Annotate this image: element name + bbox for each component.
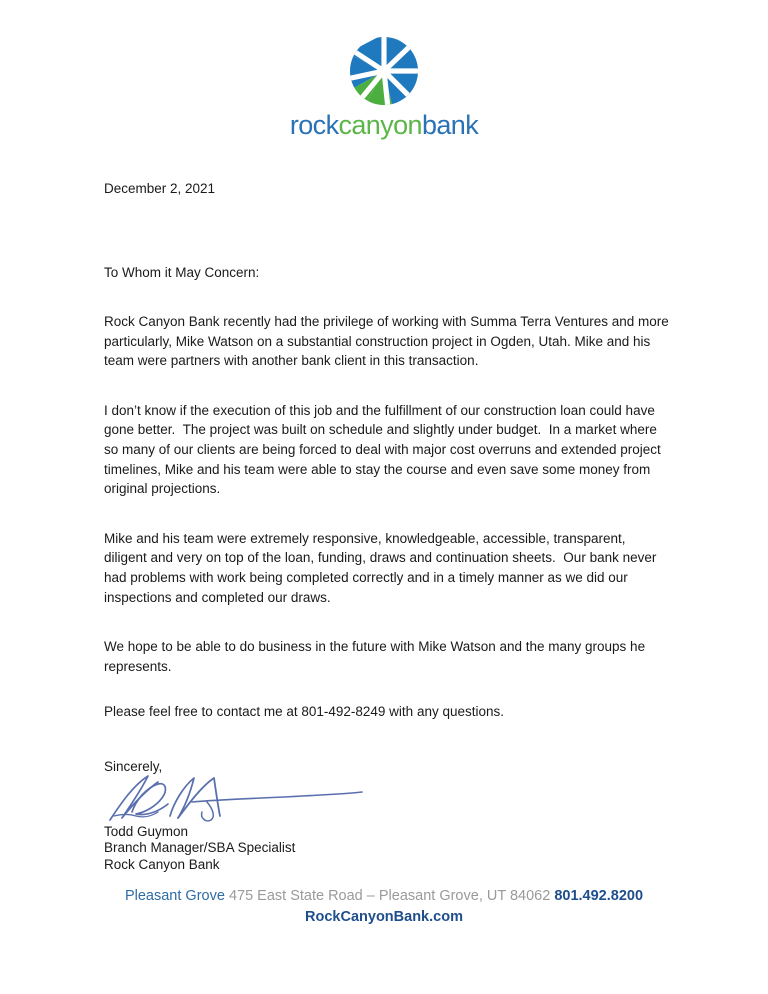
footer-website[interactable]: RockCanyonBank.com: [305, 909, 463, 925]
bank-wordmark: [290, 112, 478, 139]
letter-paragraph-4: We hope to be able to do business in the future with Mike Watson and the many groups he represents.: [104, 639, 649, 674]
footer-phone[interactable]: 801.492.8200: [554, 888, 644, 904]
letter-body: [104, 180, 672, 873]
footer-address: 475 East State Road – Pleasant Grove, UT 84062: [228, 888, 551, 904]
letterhead: [0, 34, 768, 139]
letter-date: December 2, 2021: [104, 181, 216, 196]
wordmark-rock: rock: [289, 110, 339, 140]
letter-paragraph-2: I don’t know if the execution of this job and the fulfillment of our construction loan could have gone better. The project was built on schedule and slightly under budget. In a market where so many of our clients are being forced to deal with major cost overruns and extended project timelines, Mike and his team were able to stay the course and even save some money from original projections.: [104, 402, 665, 497]
letter-paragraph-1: Rock Canyon Bank recently had the privilege of working with Summa Terra Ventures and more particularly, Mike Watson on a substantial construction project in Ogden, Utah. Mike and his team were partners with another bank client in this transaction.: [104, 314, 673, 369]
page-footer: [0, 886, 768, 927]
wordmark-bank: bank: [421, 110, 479, 140]
letter-closing: Sincerely,: [104, 758, 163, 774]
letter-paragraph-3: Mike and his team were extremely responsive, knowledgeable, accessible, transparent, diligent and very on top of the loan, funding, draws and continuation sheets. Our bank never had problems with work being completed correctly and in a timely manner as we did our inspections and completed our draws.: [104, 530, 661, 605]
signer-name: Todd Guymon: [104, 823, 189, 839]
signer-title: Branch Manager/SBA Specialist: [104, 840, 296, 856]
footer-branch-name: Pleasant Grove: [124, 888, 225, 904]
handwritten-signature-todd-guymon-icon: [74, 772, 374, 824]
letter-salutation: To Whom it May Concern:: [104, 265, 260, 280]
wordmark-canyon: canyon: [338, 110, 422, 140]
letter-paragraph-5: Please feel free to contact me at 801-492-8249 with any questions.: [104, 704, 504, 720]
footer-contact-line: [0, 886, 768, 906]
rock-canyon-bank-starburst-logo-icon: [347, 34, 421, 108]
signer-company: Rock Canyon Bank: [104, 856, 220, 872]
